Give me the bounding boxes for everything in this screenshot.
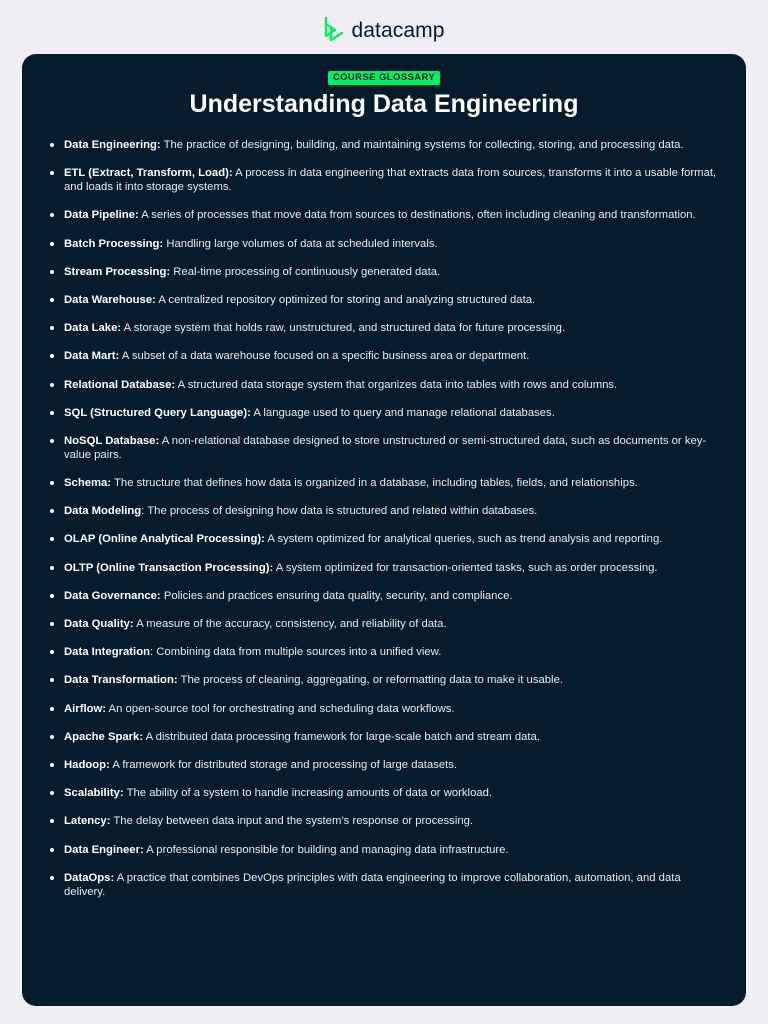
glossary-definition: : The process of designing how data is structured and related within databases. [141, 505, 538, 518]
bullet-icon [50, 509, 54, 513]
glossary-definition: The delay between data input and the system’s response or processing. [110, 815, 474, 828]
glossary-item [50, 617, 722, 631]
glossary-definition: A storage system that holds raw, unstructured, and structured data for future processing. [121, 322, 566, 335]
glossary-definition: A process in data engineering that extracts data from sources, transforms it into a usable format, and loads it into storage systems. [64, 167, 717, 194]
bullet-icon [50, 326, 54, 330]
glossary-term: Data Integration [64, 646, 150, 659]
bullet-icon [50, 411, 54, 415]
glossary-term: SQL (Structured Query Language): [64, 406, 251, 419]
bullet-icon [50, 143, 54, 147]
bullet-icon [50, 242, 54, 246]
glossary-item [50, 138, 722, 152]
glossary-item [50, 589, 722, 603]
glossary-term: Scalability: [64, 787, 124, 800]
glossary-term: Data Pipeline: [64, 209, 139, 222]
glossary-term: Airflow: [64, 702, 107, 715]
glossary-item [50, 702, 722, 716]
glossary-item [50, 673, 722, 687]
glossary-term: DataOps: [64, 871, 115, 884]
glossary-term: Hadoop: [64, 758, 110, 771]
glossary-item [50, 237, 722, 251]
glossary-definition: A non-relational database designed to store unstructured or semi-structured data, such as documents or key-value pairs. [64, 434, 707, 461]
bullet-icon [50, 763, 54, 767]
bullet-icon [50, 537, 54, 541]
page-title: Understanding Data Engineering [189, 90, 579, 118]
glossary-item [50, 293, 722, 307]
bullet-icon [50, 298, 54, 302]
glossary-definition: An open-source tool for orchestrating and scheduling data workflows. [106, 702, 455, 715]
glossary-item [50, 208, 722, 222]
glossary-definition: A system optimized for analytical queries, such as trend analysis and reporting. [264, 533, 663, 546]
bullet-icon [50, 213, 54, 217]
glossary-term: Schema: [64, 477, 112, 490]
glossary-term: NoSQL Database: [64, 434, 160, 447]
bullet-icon [50, 876, 54, 880]
course-glossary-badge: COURSE GLOSSARY [328, 71, 440, 85]
glossary-term: OLTP (Online Transaction Processing): [64, 561, 274, 574]
bullet-icon [50, 270, 54, 274]
glossary-item [50, 871, 722, 899]
glossary-card [22, 54, 746, 1006]
glossary-item [50, 645, 722, 659]
header [0, 16, 768, 46]
glossary-term: Data Quality: [64, 618, 134, 630]
bullet-icon [50, 171, 54, 175]
bullet-icon [50, 791, 54, 795]
glossary-item [50, 321, 722, 335]
bullet-icon [50, 735, 54, 739]
glossary-definition: A professional responsible for building and managing data infrastructure. [143, 843, 509, 856]
glossary-definition: A centralized repository optimized for storing and analyzing structured data. [155, 293, 536, 306]
glossary-item [50, 758, 722, 772]
glossary-definition: A system optimized for transaction-oriented tasks, such as order processing. [273, 561, 658, 574]
bullet-icon [50, 566, 54, 570]
datacamp-logo-icon [323, 16, 345, 47]
bullet-icon [50, 622, 54, 626]
bullet-icon [50, 650, 54, 654]
glossary-term: Apache Spark: [64, 730, 144, 743]
glossary-item [50, 265, 722, 279]
glossary-definition: A series of processes that move data from sources to destinations, often including cleaning and transformation. [138, 209, 696, 222]
glossary-term: Data Transformation: [64, 674, 178, 687]
glossary-definition: The process of cleaning, aggregating, or reformatting data to make it usable. [177, 674, 563, 687]
glossary-term: Relational Database: [64, 378, 176, 391]
glossary-term: Data Warehouse: [64, 293, 156, 306]
bullet-icon [50, 819, 54, 823]
glossary-definition: A structured data storage system that organizes data into tables with rows and columns. [175, 378, 618, 391]
glossary-definition: A language used to query and manage relational databases. [250, 406, 555, 419]
glossary-term: ETL (Extract, Transform, Load): [64, 167, 233, 180]
glossary-item [50, 814, 722, 828]
bullet-icon [50, 594, 54, 598]
glossary-term: OLAP (Online Analytical Processing): [64, 533, 265, 546]
glossary-item [50, 378, 722, 392]
bullet-icon [50, 707, 54, 711]
brand-name: datacamp [351, 19, 445, 42]
glossary-definition: A framework for distributed storage and processing of large datasets. [109, 758, 458, 771]
glossary-definition: Handling large volumes of data at scheduled intervals. [163, 237, 438, 250]
glossary-definition: A subset of a data warehouse focused on a specific business area or department. [119, 350, 530, 363]
glossary-definition: A measure of the accuracy, consistency, and reliability of data. [133, 618, 447, 630]
glossary-definition: A distributed data processing framework for large-scale batch and stream data. [143, 730, 540, 743]
glossary-item [50, 561, 722, 575]
glossary-term: Batch Processing: [64, 237, 164, 250]
glossary-list [50, 138, 722, 913]
glossary-item [50, 406, 722, 420]
glossary-item [50, 786, 722, 800]
bullet-icon [50, 439, 54, 443]
glossary-item [50, 843, 722, 857]
glossary-definition: The practice of designing, building, and maintaining systems for collecting, storing, and processing data. [160, 139, 684, 151]
glossary-definition: Real-time processing of continuously generated data. [170, 265, 441, 278]
bullet-icon [50, 678, 54, 682]
glossary-term: Data Engineer: [64, 843, 144, 856]
glossary-definition: Policies and practices ensuring data quality, security, and compliance. [160, 589, 513, 602]
bullet-icon [50, 848, 54, 852]
glossary-term: Data Modeling [64, 505, 142, 518]
glossary-term: Data Mart: [64, 350, 120, 363]
glossary-item [50, 166, 722, 194]
glossary-definition: The structure that defines how data is organized in a database, including tables, fields, and relationships. [111, 477, 638, 490]
glossary-item [50, 434, 722, 462]
glossary-term: Latency: [64, 815, 111, 828]
glossary-item [50, 476, 722, 490]
glossary-definition: A practice that combines DevOps principles with data engineering to improve collaboration, automation, and data delivery. [64, 871, 681, 898]
bullet-icon [50, 383, 54, 387]
glossary-term: Data Engineering: [64, 139, 161, 151]
glossary-definition: The ability of a system to handle increasing amounts of data or workload. [123, 787, 493, 800]
bullet-icon [50, 481, 54, 485]
bullet-icon [50, 354, 54, 358]
glossary-term: Data Governance: [64, 589, 161, 602]
glossary-item [50, 730, 722, 744]
glossary-item [50, 349, 722, 363]
glossary-item [50, 532, 722, 546]
glossary-term: Stream Processing: [64, 265, 171, 278]
glossary-term: Data Lake: [64, 322, 122, 335]
glossary-item [50, 504, 722, 518]
glossary-definition: : Combining data from multiple sources into a unified view. [150, 646, 442, 659]
datacamp-logo[interactable] [323, 16, 444, 47]
